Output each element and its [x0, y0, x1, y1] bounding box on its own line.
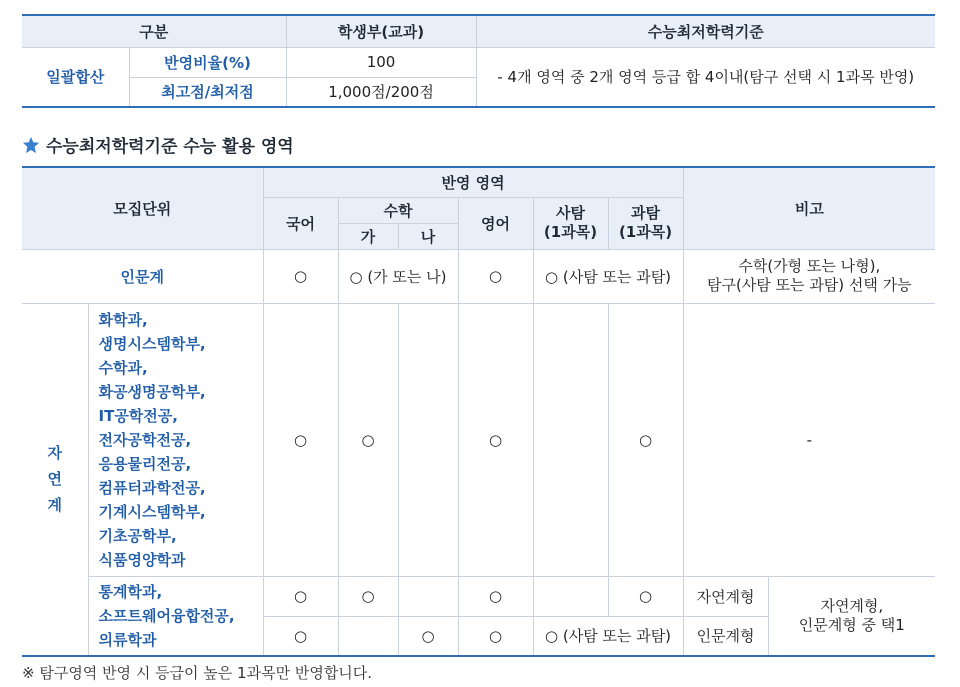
empty-cell [398, 303, 458, 576]
humanities-inquiry: ○ (사탐 또는 과탐) [533, 249, 683, 303]
header-math: 수학 [338, 197, 458, 223]
header-unit: 모집단위 [22, 167, 263, 249]
inquiry-choice: ○ (사탐 또는 과탐) [533, 616, 683, 656]
circle-mark: ○ [458, 249, 533, 303]
group2-dept-list: 통계학과, 소프트웨어융합전공, 의류학과 [88, 576, 263, 656]
circle-mark: ○ [608, 303, 683, 576]
humanities-label: 인문계 [22, 249, 263, 303]
circle-mark: ○ [263, 303, 338, 576]
ratio-label: 반영비율(%) [129, 47, 286, 77]
circle-mark: ○ [398, 616, 458, 656]
table-row [22, 249, 935, 303]
star-bullet-icon [22, 136, 40, 154]
circle-mark: ○ [458, 616, 533, 656]
section-title-text: 수능최저학력기준 수능 활용 영역 [46, 137, 294, 157]
minimum-standard-description: - 4개 영역 중 2개 영역 등급 합 4이내(탐구 선택 시 1과목 반영) [476, 47, 935, 107]
natural-note: - [683, 303, 935, 576]
header-category: 구분 [22, 15, 286, 47]
circle-mark: ○ [263, 616, 338, 656]
empty-cell [398, 576, 458, 616]
natural-label: 자 연 계 [22, 303, 88, 656]
header-reflect-area: 반영 영역 [263, 167, 683, 197]
subjects-table [22, 166, 935, 657]
header-math-na: 나 [398, 223, 458, 249]
header-school-record: 학생부(교과) [286, 15, 476, 47]
circle-mark: ○ [263, 576, 338, 616]
header-minimum-standard: 수능최저학력기준 [476, 15, 935, 47]
header-math-ga: 가 [338, 223, 398, 249]
type-humanities: 인문계형 [683, 616, 768, 656]
circle-mark: ○ [338, 576, 398, 616]
header-english: 영어 [458, 197, 533, 249]
table-row [22, 303, 935, 576]
header-social: 사탐 (1과목) [533, 197, 608, 249]
header-note: 비고 [683, 167, 935, 249]
footnote: ※ 탐구영역 반영 시 등급이 높은 1과목만 반영합니다. [22, 664, 373, 682]
humanities-math: ○ (가 또는 나) [338, 249, 458, 303]
circle-mark: ○ [458, 303, 533, 576]
section-title [22, 132, 294, 157]
empty-cell [338, 616, 398, 656]
header-science: 과탐 (1과목) [608, 197, 683, 249]
empty-cell [533, 303, 608, 576]
type-natural: 자연계형 [683, 576, 768, 616]
natural-dept-list: 화학과, 생명시스템학부, 수학과, 화공생명공학부, IT공학전공, 전자공학전공, 응용물리전공, 컴퓨터과학전공, 기계시스템학부, 기초공학부, 식품영양학과 [88, 303, 263, 576]
score-range-label: 최고점/최저점 [129, 77, 286, 107]
header-korean: 국어 [263, 197, 338, 249]
empty-cell [533, 576, 608, 616]
circle-mark: ○ [338, 303, 398, 576]
selection-type: 일괄합산 [22, 47, 129, 107]
circle-mark: ○ [263, 249, 338, 303]
circle-mark: ○ [458, 576, 533, 616]
choose-one-note: 자연계형, 인문계형 중 택1 [768, 576, 935, 656]
humanities-note: 수학(가형 또는 나형), 탐구(사탐 또는 과탐) 선택 가능 [683, 249, 935, 303]
table-row [22, 576, 935, 616]
circle-mark: ○ [608, 576, 683, 616]
score-range-value: 1,000점/200점 [286, 77, 476, 107]
ratio-value: 100 [286, 47, 476, 77]
admission-ratio-table [22, 14, 935, 108]
